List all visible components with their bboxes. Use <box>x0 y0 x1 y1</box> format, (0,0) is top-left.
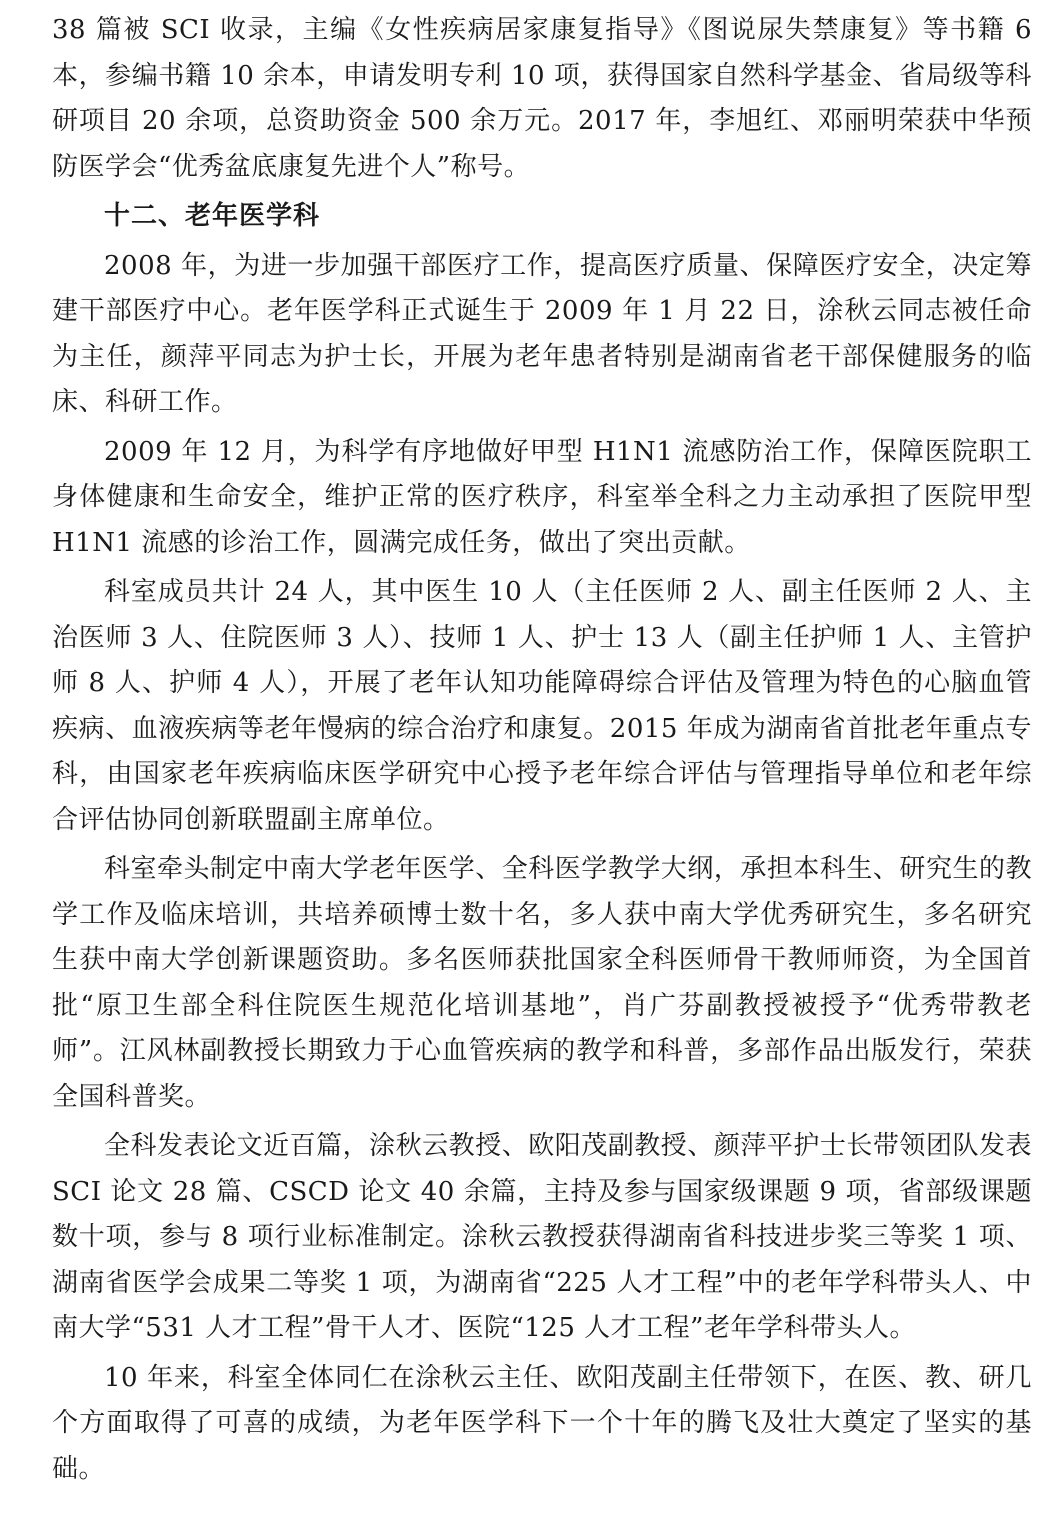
paragraph-summary: 10 年来，科室全体同仁在涂秋云主任、欧阳茂副主任带领下，在医、教、研几个方面取得了可喜的成绩，为老年医学科下一个十年的腾飞及壮大奠定了坚实的基础。 <box>52 1362 1032 1484</box>
document-page <box>52 8 1032 1496</box>
paragraph-h1n1: 2009 年 12 月，为科学有序地做好甲型 H1N1 流感防治工作，保障医院职工身体健康和生命安全，维护正常的医疗秩序，科室举全科之力主动承担了医院甲型 H1N1 流感的诊治工作，圆满完成任务，做出了突出贡献。 <box>52 436 1032 558</box>
section-heading: 十二、老年医学科 <box>104 201 321 231</box>
paragraph-staff: 科室成员共计 24 人，其中医生 10 人（主任医师 2 人、副主任医师 2 人、主治医师 3 人、住院医师 3 人）、技师 1 人、护士 13 人（副主任护师 1 人、主管护师 8 人、护师 4 人），开展了老年认知功能障碍综合评估及管理为特色的心脑血管疾病、血液疾病等老年慢病的综合治疗和康复。2015 年成为湖南省首批老年重点专科，由国家老年疾病临床医学研究中心授予老年综合评估与管理指导单位和老年综合评估协同创新联盟副主席单位。 <box>52 577 1032 835</box>
continuation-paragraph: 38 篇被 SCI 收录，主编《女性疾病居家康复指导》《图说尿失禁康复》等书籍 6 本，参编书籍 10 余本，申请发明专利 10 项，获得国家自然科学基金、省局级等科研项目 20 余项，总资助资金 500 余万元。2017 年，李旭红、邓丽明荣获中华预防医学会“优秀盆底康复先进个人”称号。 <box>52 15 1032 182</box>
paragraph-teaching: 科室牵头制定中南大学老年医学、全科医学教学大纲，承担本科生、研究生的教学工作及临床培训，共培养硕博士数十名，多人获中南大学优秀研究生，多名研究生获中南大学创新课题资助。多名医师获批国家全科医师骨干教师师资，为全国首批“原卫生部全科住院医生规范化培训基地”，肖广芬副教授被授予“优秀带教老师”。江风林副教授长期致力于心血管疾病的教学和科普，多部作品出版发行，荣获全国科普奖。 <box>52 854 1032 1112</box>
paragraph-founding: 2008 年，为进一步加强干部医疗工作，提高医疗质量、保障医疗安全，决定筹建干部医疗中心。老年医学科正式诞生于 2009 年 1 月 22 日，涂秋云同志被任命为主任，颜萍平同志为护士长，开展为老年患者特别是湖南省老干部保健服务的临床、科研工作。 <box>52 250 1032 417</box>
paragraph-research: 全科发表论文近百篇，涂秋云教授、欧阳茂副教授、颜萍平护士长带领团队发表 SCI 论文 28 篇、CSCD 论文 40 余篇，主持及参与国家级课题 9 项，省部级课题数十项，参与 8 项行业标准制定。涂秋云教授获得湖南省科技进步奖三等奖 1 项、湖南省医学会成果二等奖 1 项，为湖南省“225 人才工程”中的老年学科带头人、中南大学“531 人才工程”骨干人才、医院“125 人才工程”老年学科带头人。 <box>52 1131 1032 1343</box>
